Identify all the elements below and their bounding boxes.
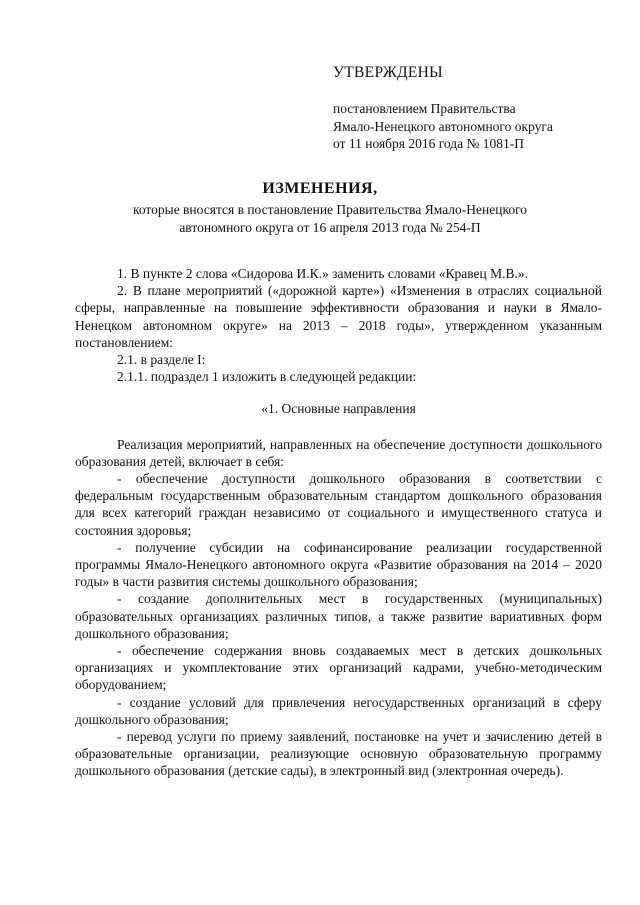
subtitle-line: автономного округа от 16 апреля 2013 года № 254-П [179,219,481,235]
paragraph: 2. В плане мероприятий («дорожной карте») «Изменения в отраслях социальной сферы, направленные на повышение эффективности образования и науки в Ямало-Ненецком автономном округе» на 2013 – 2018 годы», утвержденном указанным постановлением: [75,283,602,350]
document-title: ИЗМЕНЕНИЯ, [262,180,378,197]
subtitle-line: которые вносятся в постановление Правительства Ямало-Ненецкого [132,202,528,217]
section-title: «1. Основные направления [261,401,416,417]
approval-line: Ямало-Ненецкого автономного округа [333,118,553,134]
approval-block [333,64,633,153]
approval-line: постановлением Правительства [333,101,516,116]
section-paragraph: - обеспечение доступности дошкольного образования в соответствии с федеральным государственным образовательным стандартом дошкольного образования для всех категорий граждан независимо от социального и имущественного статуса и состояния здоровья; [75,471,602,538]
paragraph: 2.1.1. подраздел 1 изложить в следующей редакции: [117,369,417,385]
document-subtitle [90,201,570,236]
paragraph: 1. В пункте 2 слова «Сидорова И.К.» заменить словами «Кравец М.В.». [117,266,528,281]
section-paragraph: - перевод услуги по приему заявлений, постановке на учет и зачислению детей в образовательные организации, реализующие основную образовательную программу дошкольного образования (детские сады), в электронный вид (электронная очередь). [75,729,602,779]
section-paragraph: - создание условий для привлечения негосударственных организаций в сферу дошкольного образования; [75,694,602,727]
document-body [75,265,602,780]
approval-line: от 11 ноября 2016 года № 1081-П [333,136,525,151]
section-paragraph: - обеспечение содержания вновь создаваемых мест в детских дошкольных организациях и укомплектование этих организаций кадрами, учебно-методическим оборудованием; [75,643,602,693]
paragraph: 2.1. в разделе I: [117,352,206,368]
section-paragraph: - получение субсидии на софинансирование реализации государственной программы Ямало-Ненецкого автономного округа «Развитие образования на 2014 – 2020 годы» в части развития системы дошкольного образования; [75,539,602,590]
section-paragraph: - создание дополнительных мест в государственных (муниципальных) образовательных организациях различных типов, а также развитие вариативных форм дошкольного образования; [75,591,602,641]
approval-heading: УТВЕРЖДЕНЫ [333,64,443,81]
section-paragraph: Реализация мероприятий, направленных на обеспечение доступности дошкольного образования детей, включает в себя: [75,436,602,469]
